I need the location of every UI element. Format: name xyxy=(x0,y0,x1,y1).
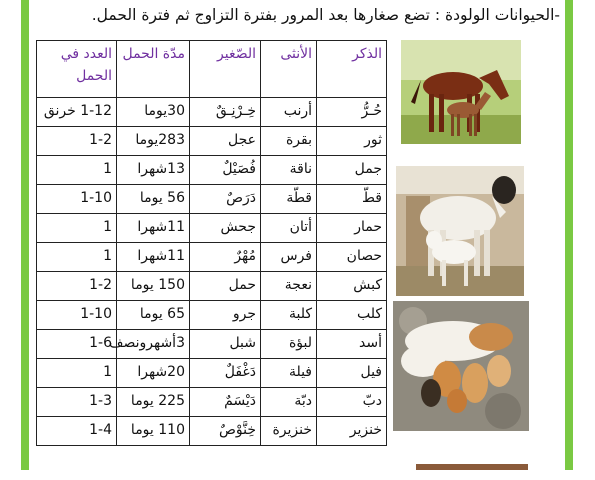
cell-litter-size: 1 xyxy=(37,359,117,388)
cell-female: أرنب xyxy=(261,98,317,127)
cell-gestation: 283يوما xyxy=(117,127,190,156)
cell-litter-size: 1-6 xyxy=(37,330,117,359)
cell-litter-size: 1 xyxy=(37,243,117,272)
cell-male: حُـرُّ xyxy=(317,98,387,127)
cell-young: فُصَيْلٌ xyxy=(190,156,261,185)
animals-table xyxy=(36,40,387,446)
cell-young: مُهْرٌ xyxy=(190,243,261,272)
cell-gestation: 110 يوما xyxy=(117,417,190,446)
header-young: الصّغير xyxy=(190,41,261,98)
cell-male: ثور xyxy=(317,127,387,156)
table-row xyxy=(37,127,387,156)
cell-gestation: 11شهرا xyxy=(117,243,190,272)
cell-female: أتان xyxy=(261,214,317,243)
table-row xyxy=(37,214,387,243)
header-male: الذكر xyxy=(317,41,387,98)
table-header-row xyxy=(37,41,387,98)
cell-female: فيلة xyxy=(261,359,317,388)
cell-young: دَرَصٌ xyxy=(190,185,261,214)
cell-gestation: 225 يوما xyxy=(117,388,190,417)
animals-table-container xyxy=(36,40,386,480)
cell-young: دَغْفَلٌ xyxy=(190,359,261,388)
cell-female: لبؤة xyxy=(261,330,317,359)
table-row xyxy=(37,330,387,359)
cell-female: خنزيرة xyxy=(261,417,317,446)
cell-male: حصان xyxy=(317,243,387,272)
goats-photo xyxy=(396,166,524,296)
header-female: الأنثى xyxy=(261,41,317,98)
cell-young: شبل xyxy=(190,330,261,359)
cell-young: حمل xyxy=(190,272,261,301)
cell-litter-size: 1 xyxy=(37,214,117,243)
table-row xyxy=(37,417,387,446)
cell-young: خِنَّوْصٌ xyxy=(190,417,261,446)
cell-female: كلبة xyxy=(261,301,317,330)
table-row xyxy=(37,185,387,214)
cell-male: جمل xyxy=(317,156,387,185)
cell-female: ناقة xyxy=(261,156,317,185)
table-row xyxy=(37,359,387,388)
cell-gestation: 13شهرا xyxy=(117,156,190,185)
bottom-partial-photo xyxy=(416,464,528,470)
cell-male: أسد xyxy=(317,330,387,359)
cell-gestation: 30يوما xyxy=(117,98,190,127)
header-litter-size: العدد في الحمل xyxy=(37,41,117,98)
horses-photo xyxy=(401,40,521,144)
cell-female: قطّة xyxy=(261,185,317,214)
cell-litter-size: 1-3 xyxy=(37,388,117,417)
cell-litter-size: 1-4 xyxy=(37,417,117,446)
cell-litter-size: 1-10 xyxy=(37,185,117,214)
cell-female: بقرة xyxy=(261,127,317,156)
table-row xyxy=(37,98,387,127)
cell-male: دبّ xyxy=(317,388,387,417)
cell-male: قطّ xyxy=(317,185,387,214)
cell-young: خِـرْنِـقٌ xyxy=(190,98,261,127)
table-row xyxy=(37,243,387,272)
cell-male: كلب xyxy=(317,301,387,330)
cell-female: فرس xyxy=(261,243,317,272)
cell-female: نعجة xyxy=(261,272,317,301)
cell-young: جحش xyxy=(190,214,261,243)
table-row xyxy=(37,156,387,185)
table-row xyxy=(37,272,387,301)
cell-young: جرو xyxy=(190,301,261,330)
cell-gestation: 11شهرا xyxy=(117,214,190,243)
cell-gestation: 56 يوما xyxy=(117,185,190,214)
cell-litter-size: 1-2 xyxy=(37,127,117,156)
cell-litter-size: 1 xyxy=(37,156,117,185)
table-row xyxy=(37,388,387,417)
cell-gestation: 20شهرا xyxy=(117,359,190,388)
cell-litter-size: 1-10 xyxy=(37,301,117,330)
header-gestation: مدّة الحمل xyxy=(117,41,190,98)
cell-gestation: 150 يوما xyxy=(117,272,190,301)
cell-young: دَيْسَمٌ xyxy=(190,388,261,417)
cell-litter-size: 1-12 خرنق xyxy=(37,98,117,127)
left-green-border xyxy=(21,0,29,470)
cell-male: حمار xyxy=(317,214,387,243)
cell-young: عجل xyxy=(190,127,261,156)
right-green-border xyxy=(565,0,573,470)
cell-male: كبش xyxy=(317,272,387,301)
cell-gestation: 65 يوما xyxy=(117,301,190,330)
cell-female: دبّة xyxy=(261,388,317,417)
section-caption: -الحيوانات الولودة : تضع صغارها بعد المرور بفترة التزاوج ثم فترة الحمل. xyxy=(91,6,560,24)
cell-male: فيل xyxy=(317,359,387,388)
cell-male: خنزير xyxy=(317,417,387,446)
cell-litter-size: 1-2 xyxy=(37,272,117,301)
cell-gestation: 3أشهرونصف xyxy=(117,330,190,359)
table-row xyxy=(37,301,387,330)
cats-photo xyxy=(393,301,529,431)
